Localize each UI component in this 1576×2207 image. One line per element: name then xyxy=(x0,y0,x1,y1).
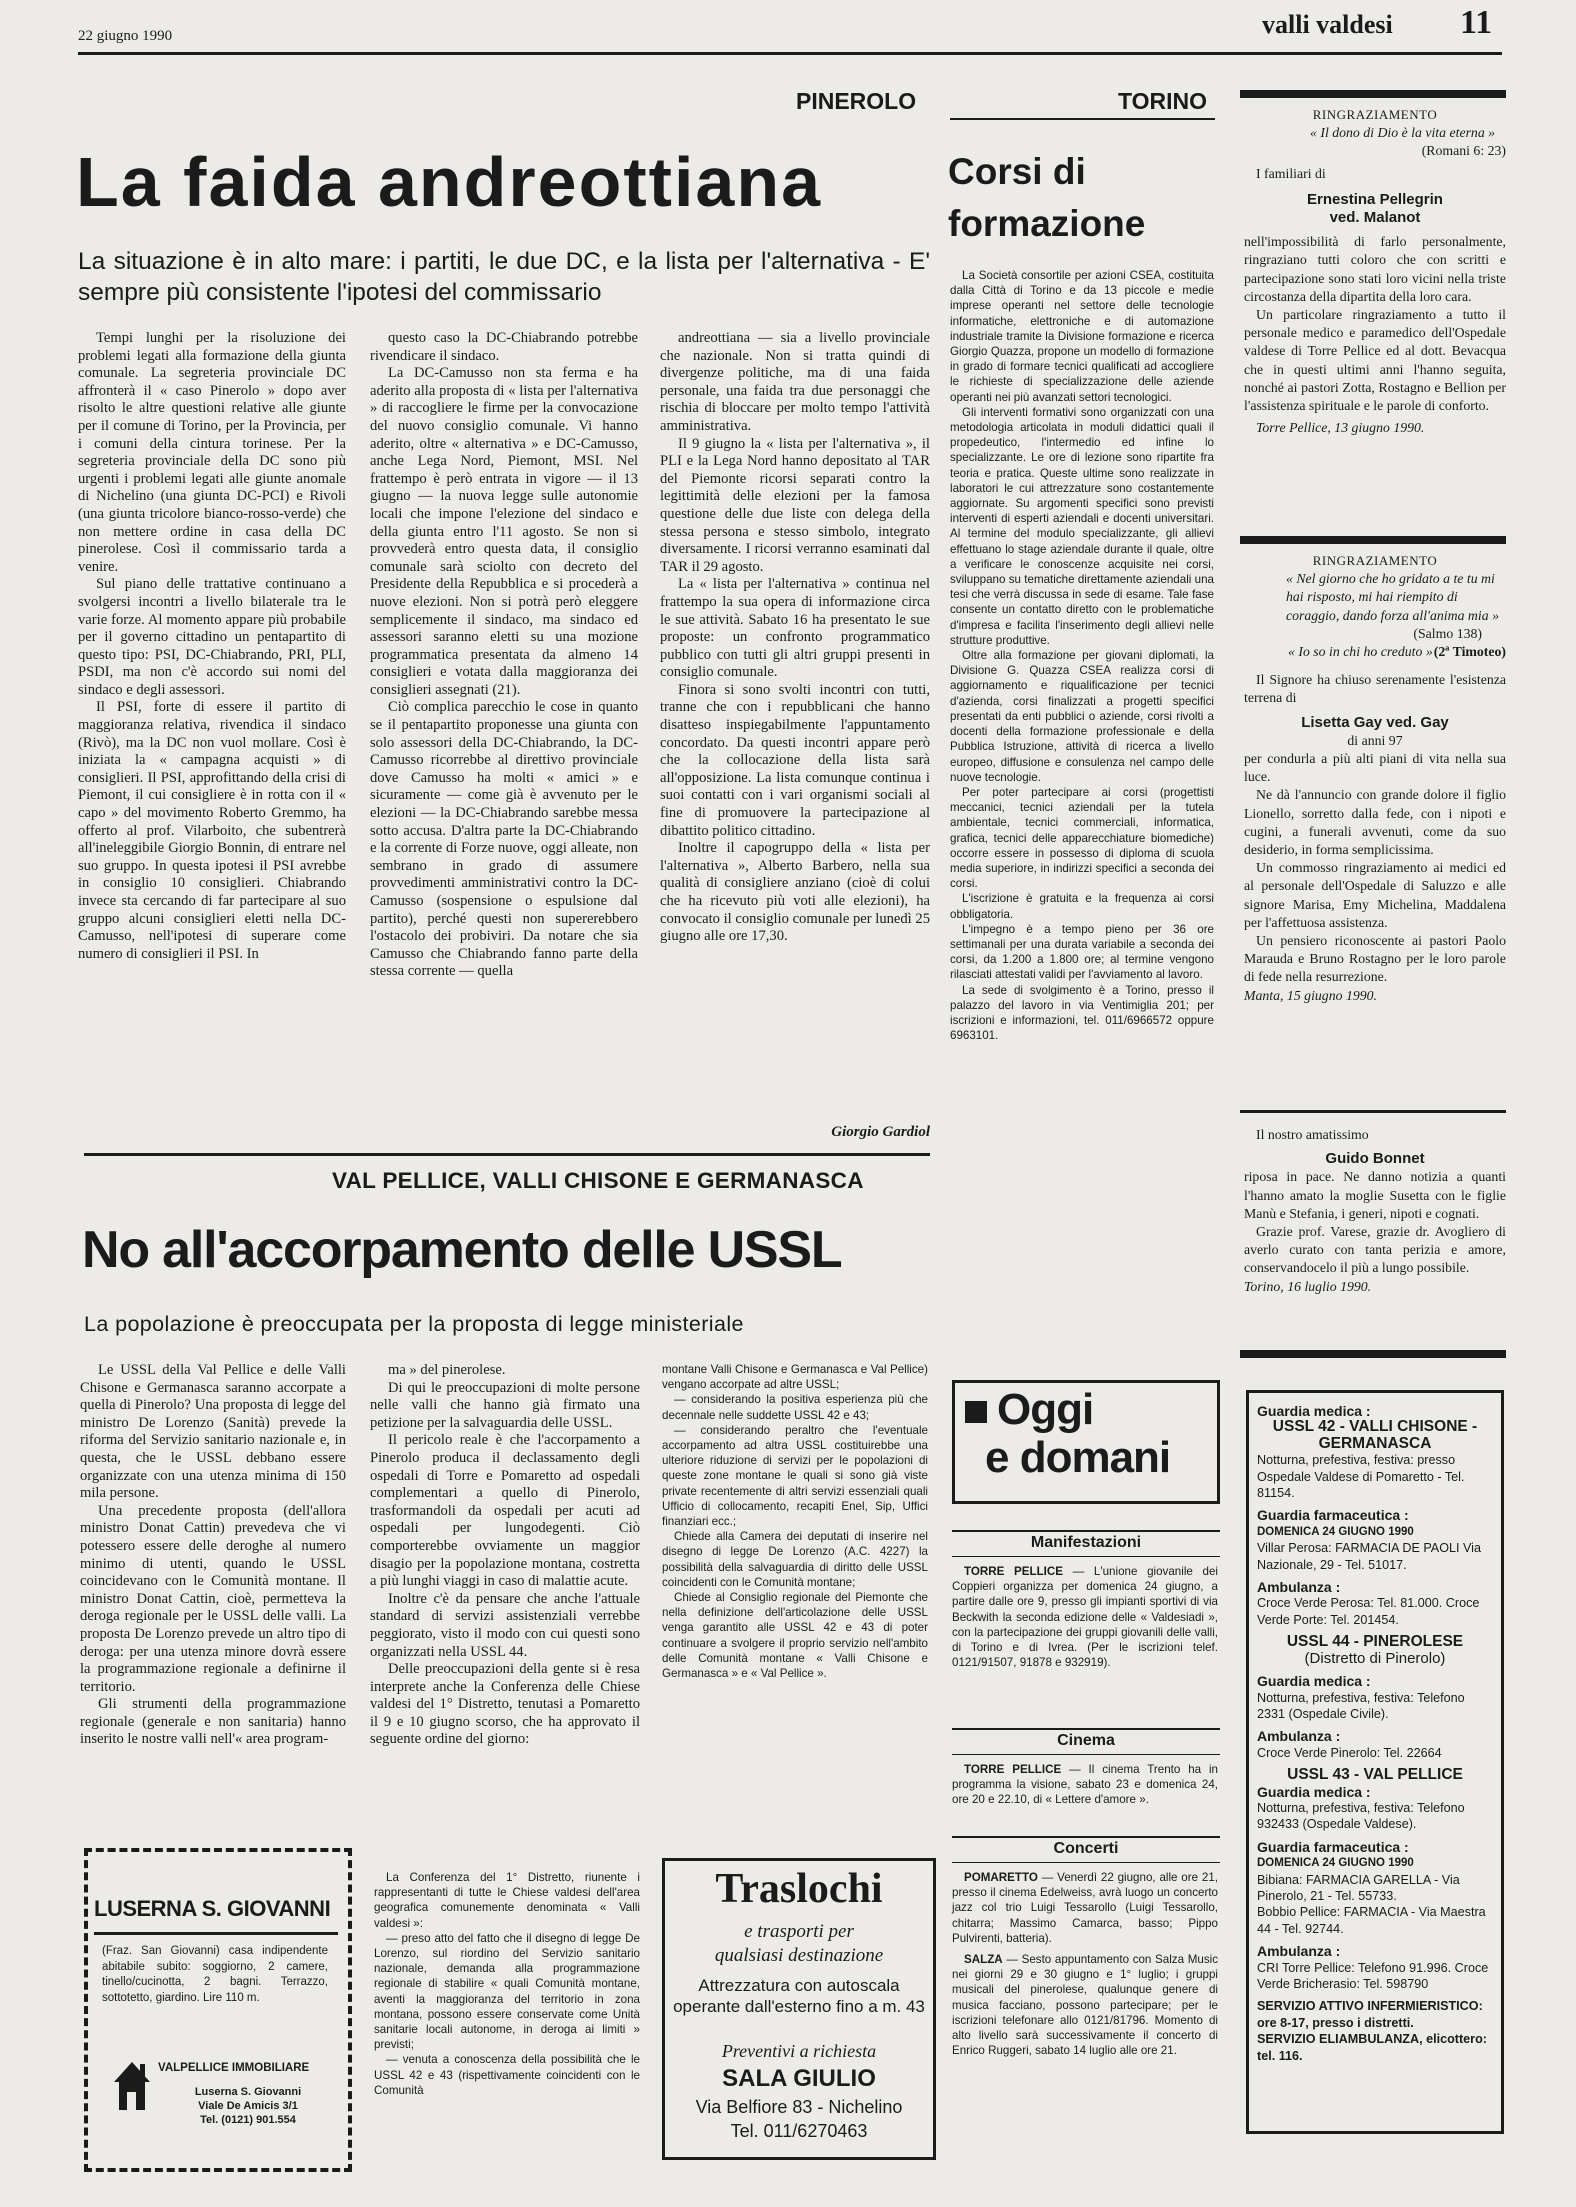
item-text: — L'unione giovanile dei Coppieri organizza per domenica 24 giugno, a partire dalle ore 9, presso gli impianti sportivi di via Beckwith la seconda edizione delle « Valdesiadi », con la partecipazione dei gruppi giovanili delle valli, di Torino e di Ivrea. (Per le iscrizioni telef. 0121/91507, 91878 e 932919). xyxy=(952,1565,1218,1670)
obit-text: riposa in pace. Ne danno notizia a quanti l'hanno amato la moglie Susetta con le figlie Manù e Stefania, i generi, nipoti e cognati. xyxy=(1244,1169,1506,1221)
concerti-items xyxy=(952,1870,1218,2058)
ad-luserna-addr1: Luserna S. Giovanni xyxy=(194,2086,302,2098)
obit-text: Un particolare ringraziamento a tutto il personale medico e paramedico dell'Ospedale valdese di Torre Pellice ed al dott. Bevacqua che in questi ultimi anni l'hanno seguita, nonché ai pastori Zotta, Rostagno e Bellion per l'assistenza spirituale e le parole di conforto. xyxy=(1244,307,1506,414)
service-text: SERVIZIO ATTIVO INFERMIERISTICO: ore 8-17, presso i distretti. xyxy=(1257,1999,1483,2030)
obit-intro: I familiari di xyxy=(1256,165,1326,181)
amb-text: Croce Verde Pinerolo: Tel. 22664 xyxy=(1257,1745,1442,1760)
paragraph: Inoltre c'è da pensare che anche l'attuale standard di servizi assistenziali verrebbe peggiorato, visto il modo con cui questi sono organizzati nella USSL 44. xyxy=(370,1590,640,1660)
ad-traslochi-line4: Preventivi a richiesta xyxy=(721,2041,877,2061)
rule xyxy=(952,1728,1220,1730)
rule xyxy=(952,1754,1220,1755)
author-pinerolo: Giorgio Gardiol xyxy=(831,1124,930,1140)
paragraph: Sul piano delle trattative continuano a svolgersi incontri a livello bilaterale tra le varie forze. Al momento appare più probabile per il governo cittadino un pentapartito di questo tipo: PSI, DC-Chiabrando, PRI, PLI, PSDI, ma non c'è accordo sui nomi del sindaco e degli assessori. xyxy=(78,576,346,698)
section-cinema: Cinema xyxy=(1057,1732,1115,1749)
paragraph: Chiede al Consiglio regionale del Piemonte che nella definizione dell'articolazione delle USSL venga garantito alle USSL 42 e 43 di poter continuare a svolgere il proprio servizio nell'ambito delle Comunità montane « Valli Chisone e Germanasca » e « Val Pellice ». xyxy=(662,1591,928,1681)
gf-text: Villar Perosa: FARMACIA DE PAOLI Via Nazionale, 29 - Tel. 51017. xyxy=(1257,1541,1481,1572)
gm-text: Notturna, prefestiva, festiva: presso Ospedale Valdese di Pomaretto - Tel. 81154. xyxy=(1257,1453,1465,1501)
amb-heading: Ambulanza : xyxy=(1257,1728,1341,1745)
paragraph: Finora si sono svolti incontri con tutti, tranne che con i repubblicani che hanno disatteso inspiegabilmente l'appuntamento concordato. Da questi incontri appare però che la collocazione della lista sarà all'opposizione. La lista comunque continua i suoi contatti con i vari organismi sociali al fine di promuovere la partecipazione al dibattito politico cittadino. xyxy=(660,681,930,839)
section-manifestazioni: Manifestazioni xyxy=(1030,1534,1142,1551)
obit-text: Grazie prof. Varese, grazie dr. Avogliero di averlo curato con tanta perizia e amore, conservandocelo il più a lungo possibile. xyxy=(1244,1224,1506,1276)
obit-label: RINGRAZIAMENTO xyxy=(1312,553,1438,568)
obit-quote: « Nel giorno che ho gridato a te tu mi hai risposto, mi hai riempito di coraggio, dando forza all'anima mia » xyxy=(1286,571,1499,623)
ussl-col-2 xyxy=(370,1362,640,1749)
paper-name: valli valdesi xyxy=(1262,10,1393,39)
rule xyxy=(952,1862,1220,1863)
obit-text: nell'impossibilità di farlo personalmente, ringraziano tutti coloro che con scritti e partecipazione sono stati loro vicini nella triste circostanza della dipartita della loro cara. xyxy=(1244,234,1506,304)
item-text: — Venerdì 22 giugno, alle ore 21, presso il cinema Edelweiss, avrà luogo un concerto jazz col trio Luigi Tessarollo (Luigi Tessarollo, chitarra; Massimo Camarca, basso; Pippo Pulvirenti, batteria). xyxy=(952,1871,1218,1945)
paragraph: La DC-Camusso non sta ferma e ha aderito alla proposta di « lista per l'alternativa » di raccogliere le firme per la convocazione del nuovo consiglio comunale. Vi hanno aderito, oltre « alternativa » e DC-Camusso, anche Lega Nord, Piemont, MSI. Nel frattempo è però entrata in vigore — il 13 giugno — la nuova legge sulle autonomie locali che impone l'elezione del sindaco e della giunta entro l'11 agosto. Se non si provvederà entro questa data, il consiglio comunale sarà sciolto con decreto del Presidente della Repubblica e si procederà a nuove elezioni. Non si potrà però eleggere semplicemente il sindaco, ma sindaco ed assessori saranno eletti su una mozione programmatica presentata da almeno 14 consiglieri e votata dalla maggioranza dei consiglieri assegnati (21). xyxy=(370,365,638,698)
gf-date: DOMENICA 24 GIUGNO 1990 xyxy=(1257,1525,1414,1538)
gm-heading: Guardia medica : xyxy=(1257,1783,1371,1800)
torino-rule xyxy=(950,118,1215,120)
paragraph: Tempi lunghi per la risoluzione dei problemi legati alla formazione della giunta comunale. La segreteria provinciale DC affronterà il « caso Pinerolo » dopo aver risolto le altre questioni relative alle giunte per il comune di Torino, per la Provincia, per i comuni della cintura torinese. Per la segreteria provinciale della DC sono più urgenti i problemi legati alle giunte anomale di Nichelino (una giunta DC-PCI) e Rivoli (una giunta tricolore bianco-rosso-verde) che non mettere ordine in casa della DC pinerolese. Così il commissario tarda a venire. xyxy=(78,330,346,575)
obit-place: Torre Pellice, 13 giugno 1990. xyxy=(1256,420,1425,436)
square-bullet-icon xyxy=(965,1401,987,1423)
oggi-domani-banner xyxy=(952,1380,1220,1504)
place-label: TORRE PELLICE xyxy=(964,1763,1062,1776)
paragraph: montane Valli Chisone e Germanasca e Val Pellice) vengano accorpate ad altre USSL; xyxy=(662,1363,928,1392)
section-concerti: Concerti xyxy=(1053,1840,1119,1857)
paragraph: Di qui le preoccupazioni di molte persone nelle valli che hanno già firmato una petizione per la salvaguardia delle USSL. xyxy=(370,1379,640,1431)
oggi-title-2: e domani xyxy=(985,1433,1171,1482)
kicker-torino: TORINO xyxy=(1118,88,1208,114)
gf-text: Bibiana: FARMACIA GARELLA - Via Pinerolo, 21 - Tel. 55733. xyxy=(1257,1872,1460,1903)
place-label: SALZA xyxy=(964,1953,1003,1967)
gf-heading: Guardia farmaceutica : xyxy=(1257,1507,1409,1524)
obit-label: RINGRAZIAMENTO xyxy=(1312,107,1438,122)
obit-ref: (Romani 6: 23) xyxy=(1421,143,1506,159)
ussl-odg-col-3 xyxy=(662,1362,928,1681)
paragraph: Delle preoccupazioni della gente si è resa interprete anche la Conferenza delle Chiese valdesi del 1° Distretto, tenutasi a Pomaretto il 9 e 10 giugno scorso, che ha approvato il seguente ordine del giorno: xyxy=(370,1661,640,1748)
obit-rule-2 xyxy=(1240,536,1506,544)
ussl-top-rule xyxy=(84,1153,930,1156)
paragraph: Il pericolo reale è che l'accorpamento a Pinerolo produca il declassamento degli ospedali di Torre e Pomaretto ad ospedali complementari a quello di Pinerolo, trasformandoli da ospedali per acuti ad ospedali per lungodegenti. Ciò comporterebbe ovviamente un maggior disagio per la popolazione montana, costretta a più lunghi viaggi in caso di malattie acute. xyxy=(370,1432,640,1590)
headline-pinerolo: La faida andreottiana xyxy=(76,143,823,221)
gm-heading: Guardia medica : xyxy=(1257,1403,1371,1419)
gf-date: DOMENICA 24 GIUGNO 1990 xyxy=(1257,1857,1414,1870)
paragraph: — considerando la positiva esperienza più che decennale nelle suddette USSL 42 e 43; xyxy=(662,1393,928,1422)
obit-name-2: ved. Malanot xyxy=(1329,209,1421,227)
pinerolo-col-3 xyxy=(660,330,930,946)
pinerolo-col-2 xyxy=(370,330,638,981)
ad-traslochi-addr: Via Belfiore 83 - Nichelino xyxy=(695,2097,903,2117)
obit-bottom-rule xyxy=(1240,1350,1506,1358)
paragraph: La Società consortile per azioni CSEA, costituita dalla Città di Torino e da 13 piccole e medie imprese operanti nel settore delle tecnologie informatiche, elettroniche e di automazione industriale tramite la Divisione formazione e ricerca Giorgio Quazza, propone un modello di formazione in grado di formare tecnici qualificati ad accogliere le richieste di specializzazione delle aziende operanti nei più avanzati settori tecnologici. xyxy=(950,269,1214,404)
headline-torino: Corsi di formazione xyxy=(948,151,1146,244)
page-number: 11 xyxy=(1460,4,1493,41)
ussl-43-heading: USSL 43 - VAL PELLICE xyxy=(1287,1766,1463,1784)
amb-heading: Ambulanza : xyxy=(1257,1579,1341,1596)
obit-name: Ernestina Pellegrin xyxy=(1307,190,1443,208)
gm-heading: Guardia medica : xyxy=(1257,1673,1371,1690)
item-text: — Il cinema Trento ha in programma la visione, sabato 23 e domenica 24, ore 20 e 22.10, di « Lettere d'amore ». xyxy=(952,1763,1218,1807)
place-label: TORRE PELLICE xyxy=(964,1565,1063,1578)
pinerolo-col-1 xyxy=(78,330,346,963)
ussl-col-1 xyxy=(80,1362,346,1749)
obit-intro: Il nostro amatissimo xyxy=(1256,1127,1369,1142)
gm-text: Notturna, prefestiva, festiva: Telefono 2331 (Ospedale Civile). xyxy=(1257,1690,1465,1721)
ad-luserna-text: (Fraz. San Giovanni) casa indipendente abitabile subito: soggiorno, 2 camere, tinello/cucinotta, 2 bagni. Terrazzo, sottotetto, giardino. Lire 110 m. xyxy=(102,1945,328,2004)
paragraph: Chiede alla Camera dei deputati di inserire nel disegno di legge De Lorenzo (A.C. 4227) la possibilità della salvaguardia di diritto delle USSL coincidenti con le Comunità montane; xyxy=(662,1530,928,1589)
house-icon xyxy=(110,2056,154,2116)
paragraph: Il 9 giugno la « lista per l'alternativa », il PLI e la Lega Nord hanno depositato al TAR del Piemonte ricorsi separati contro la legittimità delle elezioni per la famosa questione delle due liste con delega della stessa persona e stesso simbolo, integrato diversamente. I ricorsi verranno esaminati dal TAR il 29 agosto. xyxy=(660,435,930,575)
paragraph: ma » del pinerolese. xyxy=(388,1362,506,1378)
paragraph: La Conferenza del 1° Distretto, riunente i rappresentanti di tutte le Chiese valdesi dell'area geografica comunemente denominata « Valli valdesi »: xyxy=(374,1871,640,1930)
obit-rule-3 xyxy=(1240,1110,1506,1113)
paragraph: Ciò complica parecchio le cose in quanto se il pentapartito proponesse una giunta con solo assessori della DC-Chiabrando, la DC-Camusso ricorrebbe al direttivo provinciale dove Camusso ha molti « amici » e sicuramente — come già è avvenuto per le elezioni — la DC-Chiabrando sarebbe messa sotto accusa. D'altra parte la DC-Chiabrando e la corrente di Forze nuove, oggi alleate, non sembrano in grado di assumere provvedimenti amministrativi contro la DC-Camusso (sospensione o espulsione dal partito), perché questi non supererebbero l'ostacolo dei probiviri. Da notare che sia Camusso che Chiabrando fanno parte della stessa corrente — quella xyxy=(370,699,638,980)
obit-2 xyxy=(1244,552,1506,1005)
paragraph: Una precedente proposta (dell'allora ministro Donat Cattin) prevedeva che vi potessero essere delle deroghe al numero minimo di utenti, quando le USSL coincidevano con le Comunità montane. Il ministro Donat Cattin, cioè, permetteva la deroga regionale per le USSL delle valli. La proposta De Lorenzo prevede un altro tipo di deroga: per una utenza minore dovrà essere la programmazione regionale a definirne il territorio. xyxy=(80,1502,346,1695)
paragraph: andreottiana — sia a livello provinciale che nazionale. Non si tratta quindi di divergenze politiche, ma di una faida personale, una faida tra due personaggi che rischia di bloccare per molto tempo l'attività amministrativa. xyxy=(660,330,930,434)
amb-heading: Ambulanza : xyxy=(1257,1943,1341,1960)
headline-ussl: No all'accorpamento delle USSL xyxy=(82,1221,842,1279)
paragraph: — considerando peraltro che l'eventuale accorpamento ad altra USSL costituirebbe una ulteriore riduzione di servizi per le popolazioni di queste zone montane le quali si sono già viste private recentemente di altri servizi essenziali quali Ufficio di collocamento, recapiti Enel, Sip, Uffici finanziari ecc.; xyxy=(662,1423,928,1529)
place-label: POMARETTO xyxy=(964,1871,1038,1884)
obit-text: Ne dà l'annuncio con grande dolore il figlio Lionello, sorretto dalla fede, con i nipoti e cugini, a funerali avvenuti, come da suo desiderio, in forma semplicissima. xyxy=(1244,787,1506,858)
ad-traslochi-name: SALA GIULIO xyxy=(722,2065,876,2092)
torino-column xyxy=(950,268,1214,1043)
gm-text: Notturna, prefestiva, festiva: Telefono 932433 (Ospedale Valdese). xyxy=(1257,1800,1465,1832)
paragraph: La sede di svolgimento è a Torino, presso il palazzo del lavoro in via Ventimiglia 201; per iscrizioni e informazioni, tel. 011/6966572 oppure 6963101. xyxy=(950,983,1214,1043)
ad-luserna-agency: VALPELLICE IMMOBILIARE xyxy=(158,2062,310,2074)
obit-text: Un pensiero riconoscente ai pastori Paolo Marauda e Bruno Rostagno per le loro parole di fede nella resurrezione. xyxy=(1244,933,1506,985)
paragraph: Gli interventi formativi sono organizzati con una metodologia articolata in moduli didattici quali il propedeutico, l'intermedio ed infine lo specializzante. Le ore di lezione sono ripartite fra teoria e pratica. Queste ultime sono realizzate in laboratori le cui attrezzature sono costantemente aggiornate. Su argomenti specifici sono previsti interventi di esperti aziendali e docenti universitari. Al termine del modulo specializzante, gli allievi effettuano lo stage aziendale durante il quale, oltre a verificare le conoscenze acquisite nei corsi, sviluppano su tematiche direttamente aziendali una tesi che verrà discussa in sede di esame. Tale fase consente un contatto diretto con le problematiche d'impresa e facilita l'inserimento degli allievi nelle strutture produttive. xyxy=(950,405,1214,647)
oggi-title-1: Oggi xyxy=(997,1385,1094,1434)
paragraph: Gli strumenti della programmazione regionale (generale e non sanitaria) hanno inserito le nostre valli nell'« area program- xyxy=(80,1696,346,1748)
obit-text: Un commosso ringraziamento ai medici ed al personale dell'Ospedale di Saluzzo e alle signore Marisa, Emy Michelina, Maddalena per l'affettuosa assistenza. xyxy=(1244,860,1506,930)
paragraph: Le USSL della Val Pellice e delle Valli Chisone e Germanasca saranno accorpate a quella di Pinerolo? Una proposta di legge del ministro De Lorenzo (Sanità) prevede la riforma del Servizio sanitario nazionale e, in questa, che le USSL debbano essere organizzate con una utenza minima di 150 mila persone. xyxy=(80,1362,346,1502)
ad-luserna xyxy=(84,1848,352,2172)
rule xyxy=(952,1556,1220,1557)
ad-luserna-tel: Tel. (0121) 901.554 xyxy=(200,2114,296,2126)
rule xyxy=(952,1530,1220,1532)
rule xyxy=(952,1836,1220,1838)
paragraph: Per poter partecipare ai corsi (progettisti meccanici, tecnici aziendali per la tutela ambientale, tecnici commerciali, informatica, grafica, tecnici delle apparecchiature biomediche) occorre essere in possesso di diploma di scuola media superiore, in indirizzi specifici a seconda dei corsi. xyxy=(950,785,1214,891)
obit-quote-text: « Io so in chi ho creduto » xyxy=(1288,644,1433,660)
paragraph: Oltre alla formazione per giovani diplomati, la Divisione G. Quazza CSEA realizza corsi di aggiornamento e riqualificazione per tecnici d'azienda, corsi finalizzati a progetti specifici presentati da enti pubblici o aziende, corsi rivolti a docenti della formazione professionale e della Pubblica Istruzione, attività di ricerca a livello europeo, diffusione e consulenza nel campo delle nuove tecnologie. xyxy=(950,649,1214,784)
ussl-44-heading: USSL 44 - PINEROLESE xyxy=(1286,1633,1464,1651)
subtitle-pinerolo: La situazione è in alto mare: i partiti, le due DC, e la lista per l'alternativa - E' sempre più consistente l'ipotesi del commissario xyxy=(78,248,930,306)
ad-traslochi-line2: qualsiasi destinazione xyxy=(714,1945,884,1966)
ad-traslochi xyxy=(662,1858,936,2160)
paragraph: La « lista per l'alternativa » continua nel frattempo la sua opera di informazione circa le sue attività. Sabato 16 ha presentato le sue proposte: un confronto programmatico pubblico con tutti gli altri gruppi presenti in consiglio comunale. xyxy=(660,576,930,681)
obit-quote: « Il dono di Dio è la vita eterna » xyxy=(1310,125,1496,141)
amb-text: Croce Verde Perosa: Tel. 81.000. Croce Verde Porte: Tel. 201454. xyxy=(1257,1596,1480,1627)
obit-quote-2 xyxy=(1244,643,1506,661)
paragraph: — preso atto del fatto che il disegno di legge De Lorenzo, sul riordino del Servizio sanitario nazionale, demanda alla programmazione regionale di stabilire « quali Comunità montane, aventi la maggioranza del territorio in zona montana, possono essere conservate come Unità sanitarie locali autonome, in deroga ai limiti » previsti; xyxy=(374,1931,640,2052)
paragraph: Inoltre il capogruppo della « lista per l'alternativa », Alberto Barbero, nella sua qualità di consigliere anziano (cioè di colui che ha ricevuto più voti alle elezioni), ha convocato il consiglio comunale per lunedì 25 giugno alle ore 17,30. xyxy=(660,840,930,945)
paragraph: L'impegno è a tempo pieno per 36 ore settimanali per una durata variabile a seconda dei corsi, da 1.200 a 1.800 ore; al termine vengono rilasciati attestati validi per l'avviamento al lavoro. xyxy=(950,922,1214,982)
obit-top-rule xyxy=(1240,90,1506,98)
obit-text: per condurla a più alti piani di vita nella sua luce. xyxy=(1244,751,1506,785)
item-text: — Sesto appuntamento con Salza Music nei giorni 29 e 30 giugno e 1° luglio; i gruppi musicali del pinerolese, qualunque genere di musica facciano, possono partecipare; per le iscrizioni telefonare allo 0121/81796. Momento di alto livello sarà successivamente il concerto di Enrico Ruggeri, sabato 14 luglio alle ore 21. xyxy=(952,1953,1218,2058)
subtitle-ussl: La popolazione è preoccupata per la proposta di legge ministeriale xyxy=(84,1312,744,1336)
gf-heading: Guardia farmaceutica : xyxy=(1257,1838,1409,1855)
obit-1 xyxy=(1244,106,1506,437)
obit-ref: (2ª Timoteo) xyxy=(1433,644,1506,660)
obit-intro: Il Signore ha chiuso serenamente l'esistenza terrena di xyxy=(1244,672,1506,706)
obit-3 xyxy=(1244,1126,1506,1296)
ad-luserna-addr2: Viale De Amicis 3/1 xyxy=(198,2100,298,2112)
cinema-item xyxy=(952,1762,1218,1808)
manifestazioni-item xyxy=(952,1564,1218,1670)
ussl-42-heading: USSL 42 - VALLI CHISONE - GERMANASCA xyxy=(1272,1418,1478,1452)
header-date: 22 giugno 1990 xyxy=(78,28,173,44)
guardia-medica-box xyxy=(1246,1390,1504,2134)
obit-name: Guido Bonnet xyxy=(1325,1150,1425,1168)
header-rule xyxy=(78,52,1502,55)
ussl-44-sub: (Distretto di Pinerolo) xyxy=(1304,1649,1446,1667)
paragraph: questo caso la DC-Chiabrando potrebbe rivendicare il sindaco. xyxy=(370,330,638,364)
ussl-odg-col-2 xyxy=(374,1870,640,2098)
obit-age: di anni 97 xyxy=(1347,732,1403,748)
ad-traslochi-title: Traslochi xyxy=(715,1866,883,1912)
paragraph: L'iscrizione è gratuita e la frequenza ai corsi obbligatoria. xyxy=(950,892,1214,921)
gf-text: Bobbio Pellice: FARMACIA - Via Maestra 44 - Tel. 92744. xyxy=(1257,1905,1486,1936)
paragraph: Il PSI, forte di essere il partito di maggioranza relativa, rivendica il sindaco (Rivò), ma la DC non vuol mollare. Così è iniziata la « campagna acquisti » di consiglieri. Il PSI, approfittando della crisi di Piemont, il cui consigliere è in rotta con il « capo » del movimento Roberto Gremmo, ha offerto al prof. Vilarboito, che subentrerà all'ineleggibile Giorgio Bonnin, di entrare nel suo gruppo. In questa ipotesi il PSI avrebbe in consiglio 10 consiglieri. Chiabrando invece sta cercando di far partecipare al suo gruppo alcuni consiglieri eletti nella DC-Camusso, nell'ipotesi di superare come numero di consiglieri il PSI. In xyxy=(78,699,346,962)
ad-traslochi-tel: Tel. 011/6270463 xyxy=(730,2121,868,2141)
ad-traslochi-line1: e trasporti per xyxy=(744,1921,854,1942)
obit-place: Manta, 15 giugno 1990. xyxy=(1244,987,1377,1003)
obit-place: Torino, 16 luglio 1990. xyxy=(1244,1278,1372,1294)
paragraph: — venuta a conoscenza della possibilità che le USSL 42 e 43 (rispettivamente coincidenti con le Comunità xyxy=(374,2053,640,2097)
amb-text: CRI Torre Pellice: Telefono 91.996. Croce Verde Bricherasio: Tel. 598790 xyxy=(1257,1960,1489,1991)
service-text: SERVIZIO ELIAMBULANZA, elicottero: tel. 116. xyxy=(1257,2032,1487,2063)
ad-luserna-rule xyxy=(94,1932,338,1935)
obit-ref: (Salmo 138) xyxy=(1413,625,1482,641)
kicker-ussl: VAL PELLICE, VALLI CHISONE E GERMANASCA xyxy=(332,1168,864,1193)
ad-traslochi-line3: Attrezzatura con autoscala operante dall'esterno fino a m. 43 xyxy=(673,1976,925,2016)
obit-name: Lisetta Gay ved. Gay xyxy=(1301,713,1449,731)
kicker-pinerolo: PINEROLO xyxy=(796,88,917,114)
ad-luserna-title: LUSERNA S. GIOVANNI xyxy=(94,1896,331,1921)
